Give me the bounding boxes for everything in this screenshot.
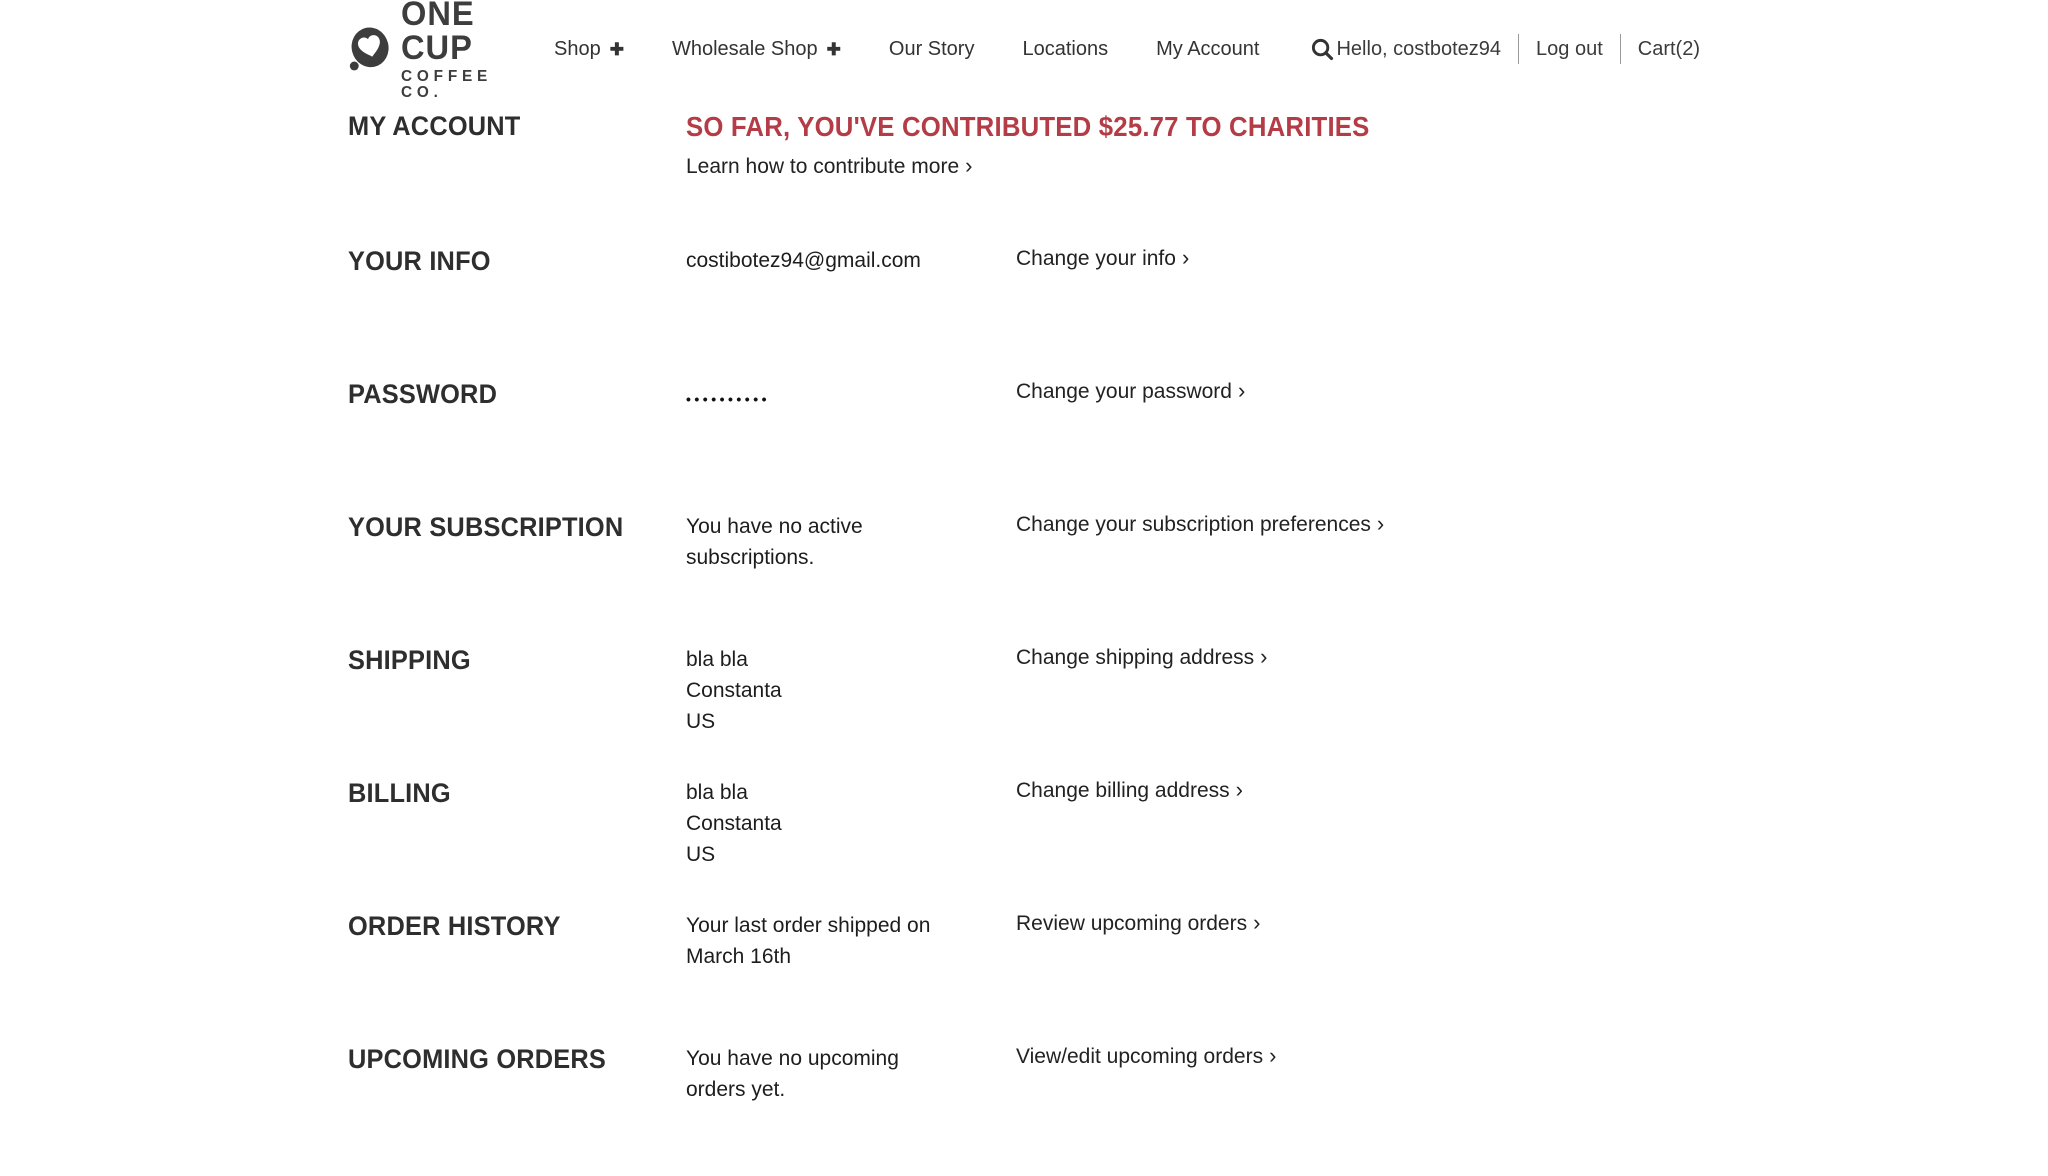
nav-item-our-story[interactable]	[889, 38, 975, 61]
section-link-label: Change your password	[1016, 380, 1232, 403]
chevron-right-icon: ›	[1237, 378, 1246, 403]
page-title: MY ACCOUNT	[348, 111, 521, 141]
value-line: bla bla	[686, 781, 748, 804]
nav-item-shop[interactable]	[554, 38, 624, 61]
section-row-order-history	[348, 910, 1700, 1043]
section-row-your-info	[348, 245, 1700, 378]
divider	[1518, 34, 1519, 64]
charity-learn-more-link[interactable]	[686, 153, 972, 179]
section-link-label: Change your info	[1016, 247, 1176, 270]
section-row-your-subscription	[348, 511, 1700, 644]
section-link-label: Change shipping address	[1016, 646, 1255, 669]
charity-banner: SO FAR, YOU'VE CONTRIBUTED $25.77 TO CHARITIES	[686, 111, 1370, 142]
nav-item-locations[interactable]	[1022, 38, 1108, 61]
value-line: Your last order shipped on March 16th	[686, 914, 931, 968]
section-value	[686, 1043, 958, 1105]
change-shipping-address-link[interactable]	[1016, 644, 1700, 670]
value-line: costibotez94@gmail.com	[686, 249, 921, 272]
brand-name-block	[401, 0, 520, 101]
value-line: bla bla	[686, 648, 748, 671]
brand-subname: COFFEE CO.	[400, 68, 492, 101]
section-link-label: Review upcoming orders	[1016, 912, 1248, 935]
section-row-shipping	[348, 644, 1700, 777]
page-container	[348, 0, 1700, 1176]
chevron-right-icon: ›	[1235, 777, 1243, 802]
value-line: Constanta	[686, 679, 782, 702]
section-label: PASSWORD	[348, 379, 498, 409]
divider	[1620, 34, 1621, 64]
section-row-password	[348, 378, 1700, 511]
value-line: Constanta	[686, 812, 782, 835]
account-header-row	[348, 110, 1700, 245]
value-line: You have no upcoming orders yet.	[686, 1047, 899, 1101]
value-line: US	[686, 710, 716, 733]
view-edit-upcoming-orders-link[interactable]	[1016, 1043, 1700, 1069]
chevron-right-icon: ›	[1376, 511, 1385, 536]
section-label: YOUR SUBSCRIPTION	[348, 512, 624, 542]
account-links	[1336, 34, 1700, 64]
section-value	[686, 777, 958, 870]
chevron-right-icon: ›	[1269, 1043, 1277, 1068]
site-header	[348, 0, 1700, 101]
account-main	[348, 110, 1700, 1176]
plus-icon: ✚	[826, 39, 841, 59]
change-billing-address-link[interactable]	[1016, 777, 1700, 803]
change-your-info-link[interactable]	[1016, 245, 1700, 271]
plus-icon: ✚	[609, 39, 624, 59]
nav-item-label: Our Story	[888, 37, 975, 60]
nav-item-my-account[interactable]	[1156, 38, 1259, 61]
section-label: SHIPPING	[348, 645, 471, 675]
nav-item-label: My Account	[1156, 37, 1260, 60]
value-line: ••••••••••	[686, 391, 771, 407]
nav-item-wholesale-shop[interactable]	[672, 38, 841, 61]
search-icon	[1309, 36, 1336, 63]
charity-link-label: Learn how to contribute more	[686, 154, 960, 178]
section-value	[686, 910, 958, 972]
review-upcoming-orders-link[interactable]	[1016, 910, 1700, 936]
change-your-subscription-preferences-link[interactable]	[1016, 511, 1700, 537]
search-button[interactable]	[1309, 36, 1336, 63]
section-link-label: Change billing address	[1016, 779, 1230, 802]
section-link-label: View/edit upcoming orders	[1016, 1045, 1264, 1068]
logout-link[interactable]: Log out	[1536, 37, 1603, 60]
nav-item-label: Locations	[1022, 37, 1109, 60]
section-row-upcoming-orders	[348, 1043, 1700, 1176]
chevron-right-icon: ›	[1253, 910, 1261, 935]
account-sections	[348, 245, 1700, 1176]
section-link-label: Change your subscription preferences	[1016, 513, 1371, 536]
section-value	[686, 245, 958, 276]
section-label: ORDER HISTORY	[348, 911, 561, 941]
coffee-cup-heart-logo-icon	[348, 17, 391, 81]
brand-name: ONE CUP	[400, 0, 475, 67]
section-value	[686, 644, 958, 737]
nav-item-label: Wholesale Shop	[671, 37, 818, 60]
nav-item-label: Shop	[554, 37, 601, 60]
cart-link[interactable]: Cart(2)	[1637, 37, 1700, 60]
value-line: US	[686, 843, 716, 866]
section-label: UPCOMING ORDERS	[348, 1044, 607, 1074]
masked-password-value	[686, 378, 958, 415]
section-row-billing	[348, 777, 1700, 910]
chevron-right-icon: ›	[1260, 644, 1268, 669]
charity-block	[686, 110, 1700, 179]
main-nav	[554, 36, 1336, 63]
section-label: BILLING	[348, 778, 451, 808]
section-label: YOUR INFO	[348, 246, 491, 276]
change-your-password-link[interactable]	[1016, 378, 1700, 404]
chevron-right-icon: ›	[965, 152, 973, 178]
value-line: You have no active subscriptions.	[686, 515, 863, 569]
greeting-text: Hello, costbotez94	[1336, 37, 1502, 60]
section-value	[686, 511, 958, 573]
chevron-right-icon: ›	[1181, 245, 1190, 270]
brand-logo[interactable]	[348, 0, 520, 101]
